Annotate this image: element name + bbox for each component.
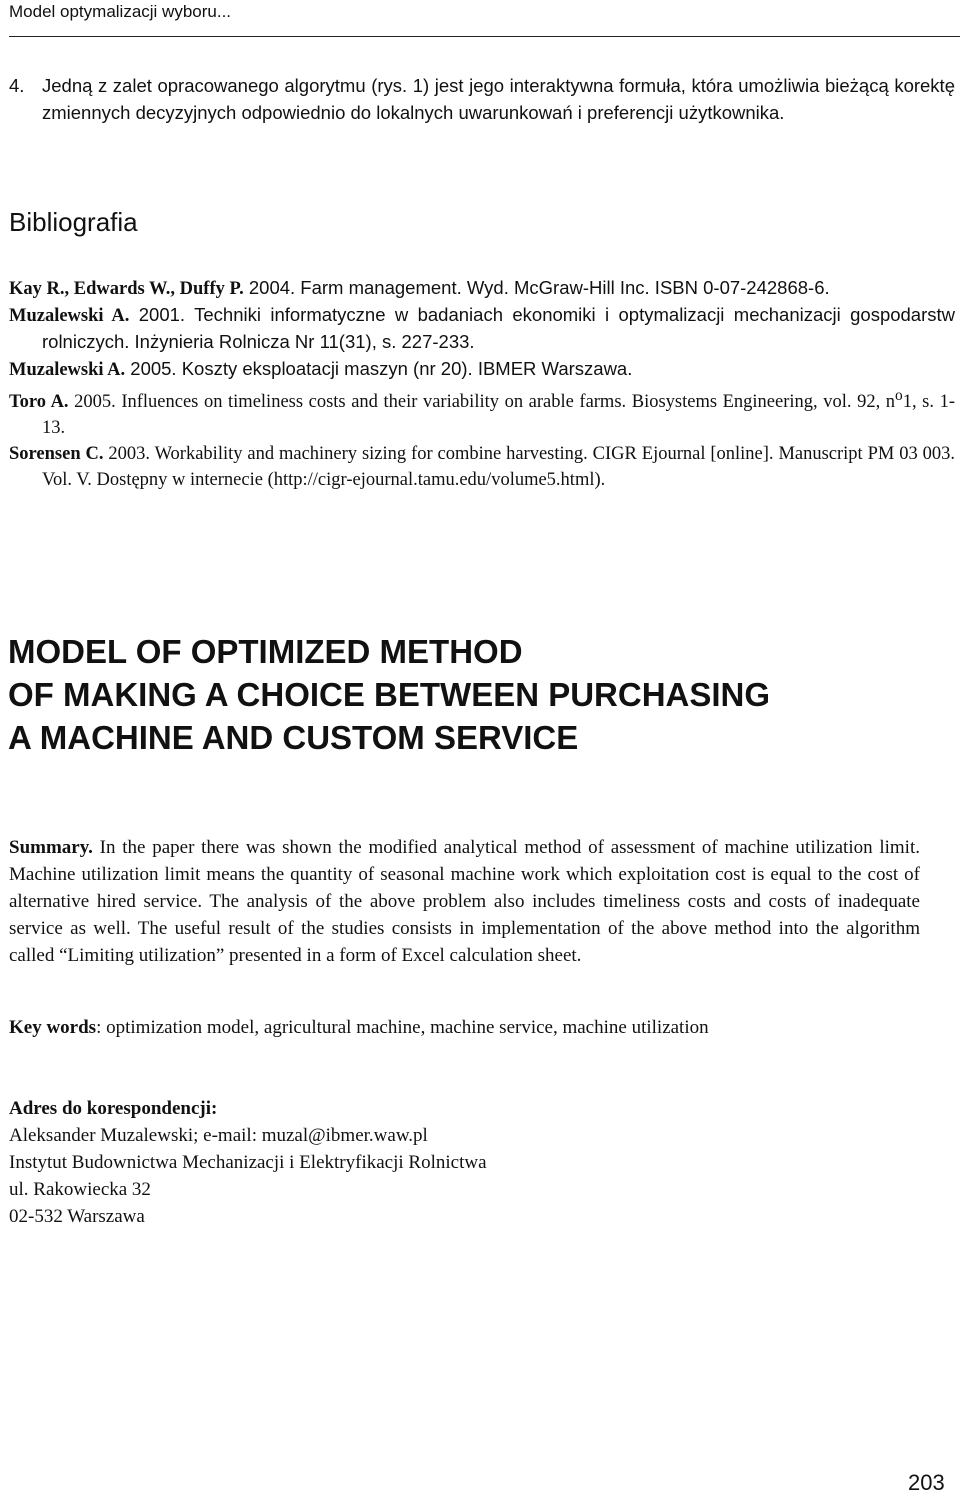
correspondence-line: 02-532 Warszawa	[9, 1206, 145, 1227]
correspondence-line: Aleksander Muzalewski; e-mail: muzal@ibmer.waw.pl	[9, 1125, 428, 1146]
reference-details: 2005. Influences on timeliness costs and their variability on arable farms. Biosystems Engineering, vol. 92, n	[68, 392, 896, 413]
reference-authors: Muzalewski A.	[9, 360, 126, 380]
summary-paragraph	[9, 834, 920, 969]
keywords-text: : optimization model, agricultural machine, machine service, machine utilization	[96, 1017, 709, 1038]
running-header: Model optymalizacji wyboru...	[9, 2, 232, 21]
reference-details-end: 1, s. 1-13.	[42, 392, 955, 439]
reference-details: 2001. Techniki informatyczne w badaniach ekonomiki i optymalizacji mechanizacji gospodarstw rolniczych. Inżynieria Rolnicza Nr 11(31), s. 227-233.	[42, 304, 956, 352]
reference-authors: Sorensen C.	[9, 444, 104, 465]
correspondence-line: ul. Rakowiecka 32	[9, 1179, 151, 1200]
reference-details: 2003. Workability and machinery sizing for combine harvesting. CIGR Ejournal [online]. Manuscript PM 03 003. Vol. V. Dostępny w internecie (http://cigr-ejournal.tamu.edu/volume5.html).	[42, 444, 955, 491]
summary-label: Summary.	[9, 837, 93, 858]
summary-text: In the paper there was shown the modified analytical method of assessment of machine utilization limit. Machine utilization limit means the quantity of seasonal machine work which exploitation cost is equal to the cost of alternative hired service. The analysis of the above problem also includes timeliness costs and costs of inadequate service as well. The useful result of the studies consists in implementation of the above method into the algorithm called “Limiting utilization” presented in a form of Excel calculation sheet.	[9, 837, 920, 966]
english-title	[8, 630, 948, 759]
conclusion-text: Jedną z zalet opracowanego algorytmu (rys. 1) jest jego interaktywna formuła, która umożliwia bieżącą korektę zmiennych decyzyjnych odpowiednio do lokalnych uwarunkowań i preferencji użytkownika.	[42, 75, 955, 123]
reference-details: 2005. Koszty eksploatacji maszyn (nr 20). IBMER Warszawa.	[125, 358, 633, 379]
conclusion-number: 4.	[9, 75, 25, 96]
reference-item	[9, 275, 955, 302]
reference-item	[9, 302, 955, 356]
reference-authors: Muzalewski A.	[9, 306, 130, 326]
keywords-label: Key words	[9, 1017, 97, 1038]
conclusion-item	[9, 72, 955, 126]
reference-authors: Toro A.	[9, 392, 69, 413]
page-number: 203	[908, 1470, 945, 1495]
keywords-paragraph	[9, 1014, 949, 1041]
english-title-line: A MACHINE AND CUSTOM SERVICE	[8, 719, 579, 756]
reference-list	[9, 275, 955, 493]
english-title-line: MODEL OF OPTIMIZED METHOD	[8, 633, 523, 670]
correspondence-heading: Adres do korespondencji:	[9, 1098, 218, 1119]
reference-item	[9, 383, 955, 441]
reference-superscript: o	[895, 387, 903, 404]
reference-details: 2004. Farm management. Wyd. McGraw-Hill Inc. ISBN 0-07-242868-6.	[243, 277, 830, 298]
reference-item	[9, 356, 955, 383]
correspondence-line: Instytut Budownictwa Mechanizacji i Elektryfikacji Rolnictwa	[9, 1152, 487, 1173]
correspondence-block	[9, 1095, 949, 1230]
english-title-line: OF MAKING A CHOICE BETWEEN PURCHASING	[8, 676, 771, 713]
reference-authors: Kay R., Edwards W., Duffy P.	[9, 279, 244, 299]
bibliography-heading: Bibliografia	[9, 207, 138, 237]
reference-item	[9, 441, 955, 493]
header-rule	[9, 36, 960, 37]
